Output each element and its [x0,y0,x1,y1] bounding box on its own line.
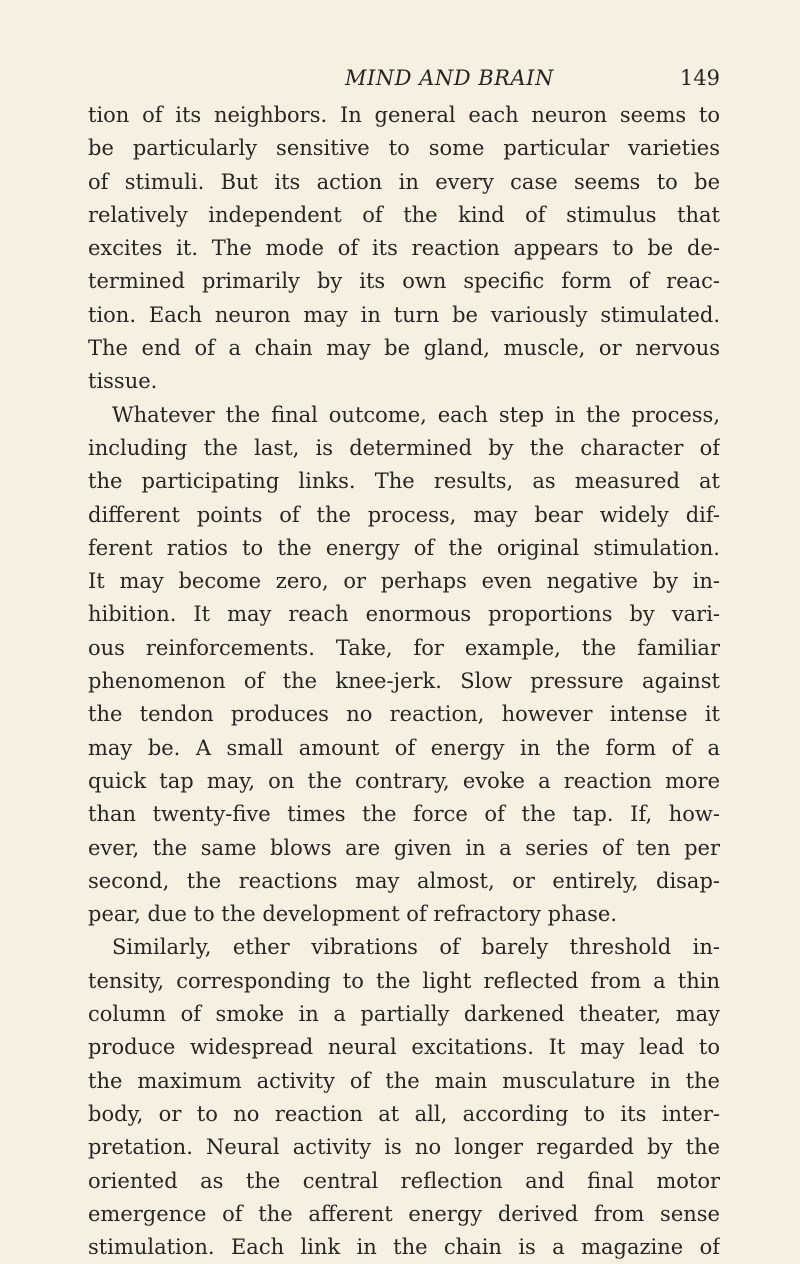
text-line-23: ever, the same blows are given in a series of ten per [88,835,720,860]
text-line-35: stimulation. Each link in the chain is a magazine of [88,1235,720,1260]
text-line-33: oriented as the central reflection and final motor [88,1168,720,1193]
text-line-12: the participating links. The results, as measured at [88,469,720,494]
text-line-34: emergence of the afferent energy derived from sense [88,1201,720,1226]
text-line-4: relatively independent of the kind of stimulus that [88,202,720,227]
text-line-8: The end of a chain may be gland, muscle, or nervous [88,336,720,361]
text-line-21: quick tap may, on the contrary, evoke a reaction more [88,768,720,793]
text-line-30: the maximum activity of the main musculature in the [88,1068,720,1093]
text-line-28: column of smoke in a partially darkened theater, may [88,1002,720,1027]
text-line-14: ferent ratios to the energy of the original stimulation. [88,535,720,560]
text-line-27: tensity, corresponding to the light reflected from a thin [88,968,720,993]
text-line-22: than twenty-five times the force of the tap. If, how- [88,802,720,827]
text-line-5: excites it. The mode of its reaction appears to be de- [88,236,720,261]
text-line-17: ous reinforcements. Take, for example, the familiar [88,635,720,660]
text-line-18: phenomenon of the knee-jerk. Slow pressure against [88,669,720,694]
text-line-7: tion. Each neuron may in turn be variously stimulated. [88,302,720,327]
text-line-24: second, the reactions may almost, or entirely, disap- [88,868,720,893]
text-line-3: of stimuli. But its action in every case seems to be [88,169,720,194]
text-line-13: different points of the process, may bear widely dif- [88,502,720,527]
text-line-32: pretation. Neural activity is no longer regarded by the [88,1135,720,1160]
running-title: MIND AND BRAIN [345,66,554,90]
text-line-6: termined primarily by its own specific form of reac- [88,269,720,294]
text-line-16: hibition. It may reach enormous proportions by vari- [88,602,720,627]
text-line-29: produce widespread neural excitations. It may lead to [88,1035,720,1060]
text-line-2: be particularly sensitive to some particular varieties [88,136,720,161]
body-text [88,99,720,1264]
text-line-9: tissue. [88,369,158,394]
text-line-15: It may become zero, or perhaps even negative by in- [88,569,720,594]
text-line-11: including the last, is determined by the character of [88,435,720,460]
page-number: 149 [679,66,720,90]
text-line-1: tion of its neighbors. In general each neuron seems to [88,103,720,127]
text-line-26: Similarly, ether vibrations of barely threshold in- [112,935,720,960]
running-head [90,64,720,92]
text-line-31: body, or to no reaction at all, according to its inter- [88,1101,720,1126]
text-line-25: pear, due to the development of refractory phase. [88,902,617,927]
text-line-20: may be. A small amount of energy in the form of a [88,735,720,760]
text-line-19: the tendon produces no reaction, however intense it [88,702,720,727]
text-line-10: Whatever the final outcome, each step in the process, [112,402,720,427]
